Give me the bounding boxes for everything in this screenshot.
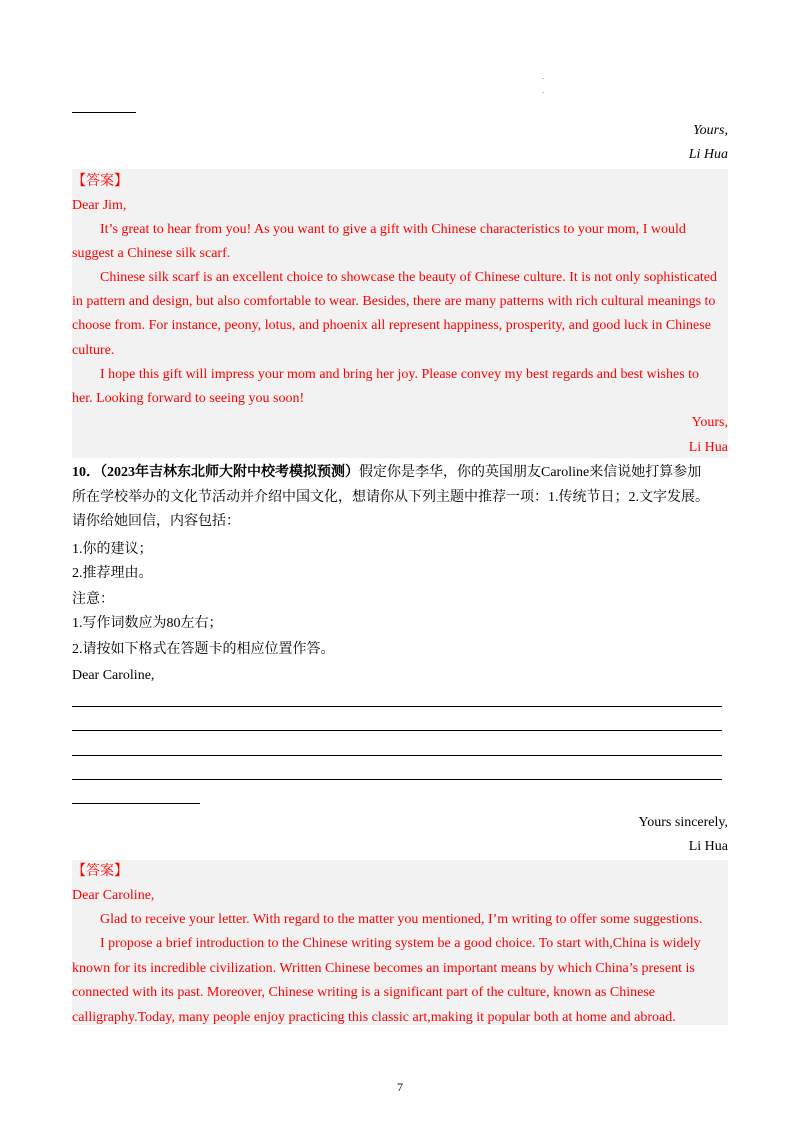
question-item: 2.推荐理由。 (72, 566, 153, 581)
answer-greeting: Dear Caroline, (72, 888, 155, 903)
answer-line: suggest a Chinese silk scarf. (72, 246, 231, 261)
question-number: 10． (72, 465, 100, 480)
letter-signature: Li Hua (688, 839, 728, 854)
letter-closing: Yours sincerely, (638, 815, 728, 830)
answer-blank-line (72, 755, 722, 756)
answer-blank-line (72, 730, 722, 731)
answer-line: I propose a brief introduction to the Chinese writing system be a good choice. To start with,China is widely (100, 936, 701, 951)
page-number: 7 (397, 1080, 403, 1094)
answer-blank-line (72, 803, 200, 804)
question-item: 1.你的建议； (72, 542, 153, 557)
letter-signature: Li Hua (688, 147, 728, 162)
answer-label: 【答案】 (72, 864, 128, 879)
note-label: 注意： (72, 592, 114, 607)
letter-closing: Yours, (693, 123, 728, 138)
letter-greeting: Dear Caroline, (72, 668, 155, 683)
question-heading (72, 461, 728, 485)
note-item: 1.写作词数应为80左右； (72, 616, 223, 631)
answer-line: in pattern and design, but also comfortable to wear. Besides, there are many patterns with rich cultural meanings to (72, 294, 716, 309)
answer-line: culture. (72, 343, 115, 358)
answer-line: Chinese silk scarf is an excellent choice to showcase the beauty of Chinese culture. It is not only sophisticated (100, 270, 717, 285)
question-text: 所在学校举办的文化节活动并介绍中国文化，想请你从下列主题中推荐一项：1.传统节日；2.文字发展。 (72, 490, 709, 505)
stray-dot: . (542, 86, 544, 95)
answer-line: known for its incredible civilization. Written Chinese becomes an important means by which China’s present is (72, 961, 695, 976)
answer-line: choose from. For instance, peony, lotus, and phoenix all represent happiness, prosperity, and good luck in Chinese (72, 318, 711, 333)
question-text: 请你给她回信，内容包括： (72, 514, 240, 529)
answer-line: connected with its past. Moreover, Chinese writing is a significant part of the culture, known as Chinese (72, 985, 656, 1000)
answer-blank-line (72, 779, 722, 780)
answer-line: Glad to receive your letter. With regard to the matter you mentioned, I’m writing to offer some suggestions. (100, 912, 703, 927)
answer-label: 【答案】 (72, 174, 128, 189)
answer-signature: Li Hua (688, 440, 728, 455)
answer-blank-line (72, 112, 136, 113)
answer-line: her. Looking forward to seeing you soon! (72, 391, 305, 406)
stray-dot: . (542, 72, 544, 81)
answer-line: It’s great to hear from you! As you want to give a gift with Chinese characteristics to your mom, I would (100, 222, 686, 237)
answer-blank-line (72, 706, 722, 707)
question-source: （2023年吉林东北师大附中校考模拟预测） (100, 465, 359, 480)
question-text: 假定你是李华，你的英国朋友Caroline来信说她打算参加 (359, 465, 702, 480)
answer-line: calligraphy.Today, many people enjoy practicing this classic art,making it popular both at home and abroad. (72, 1010, 676, 1025)
answer-greeting: Dear Jim, (72, 198, 127, 213)
answer-line: I hope this gift will impress your mom and bring her joy. Please convey my best regards and best wishes to (100, 367, 700, 382)
answer-closing: Yours, (691, 415, 728, 430)
note-item: 2.请按如下格式在答题卡的相应位置作答。 (72, 642, 335, 657)
